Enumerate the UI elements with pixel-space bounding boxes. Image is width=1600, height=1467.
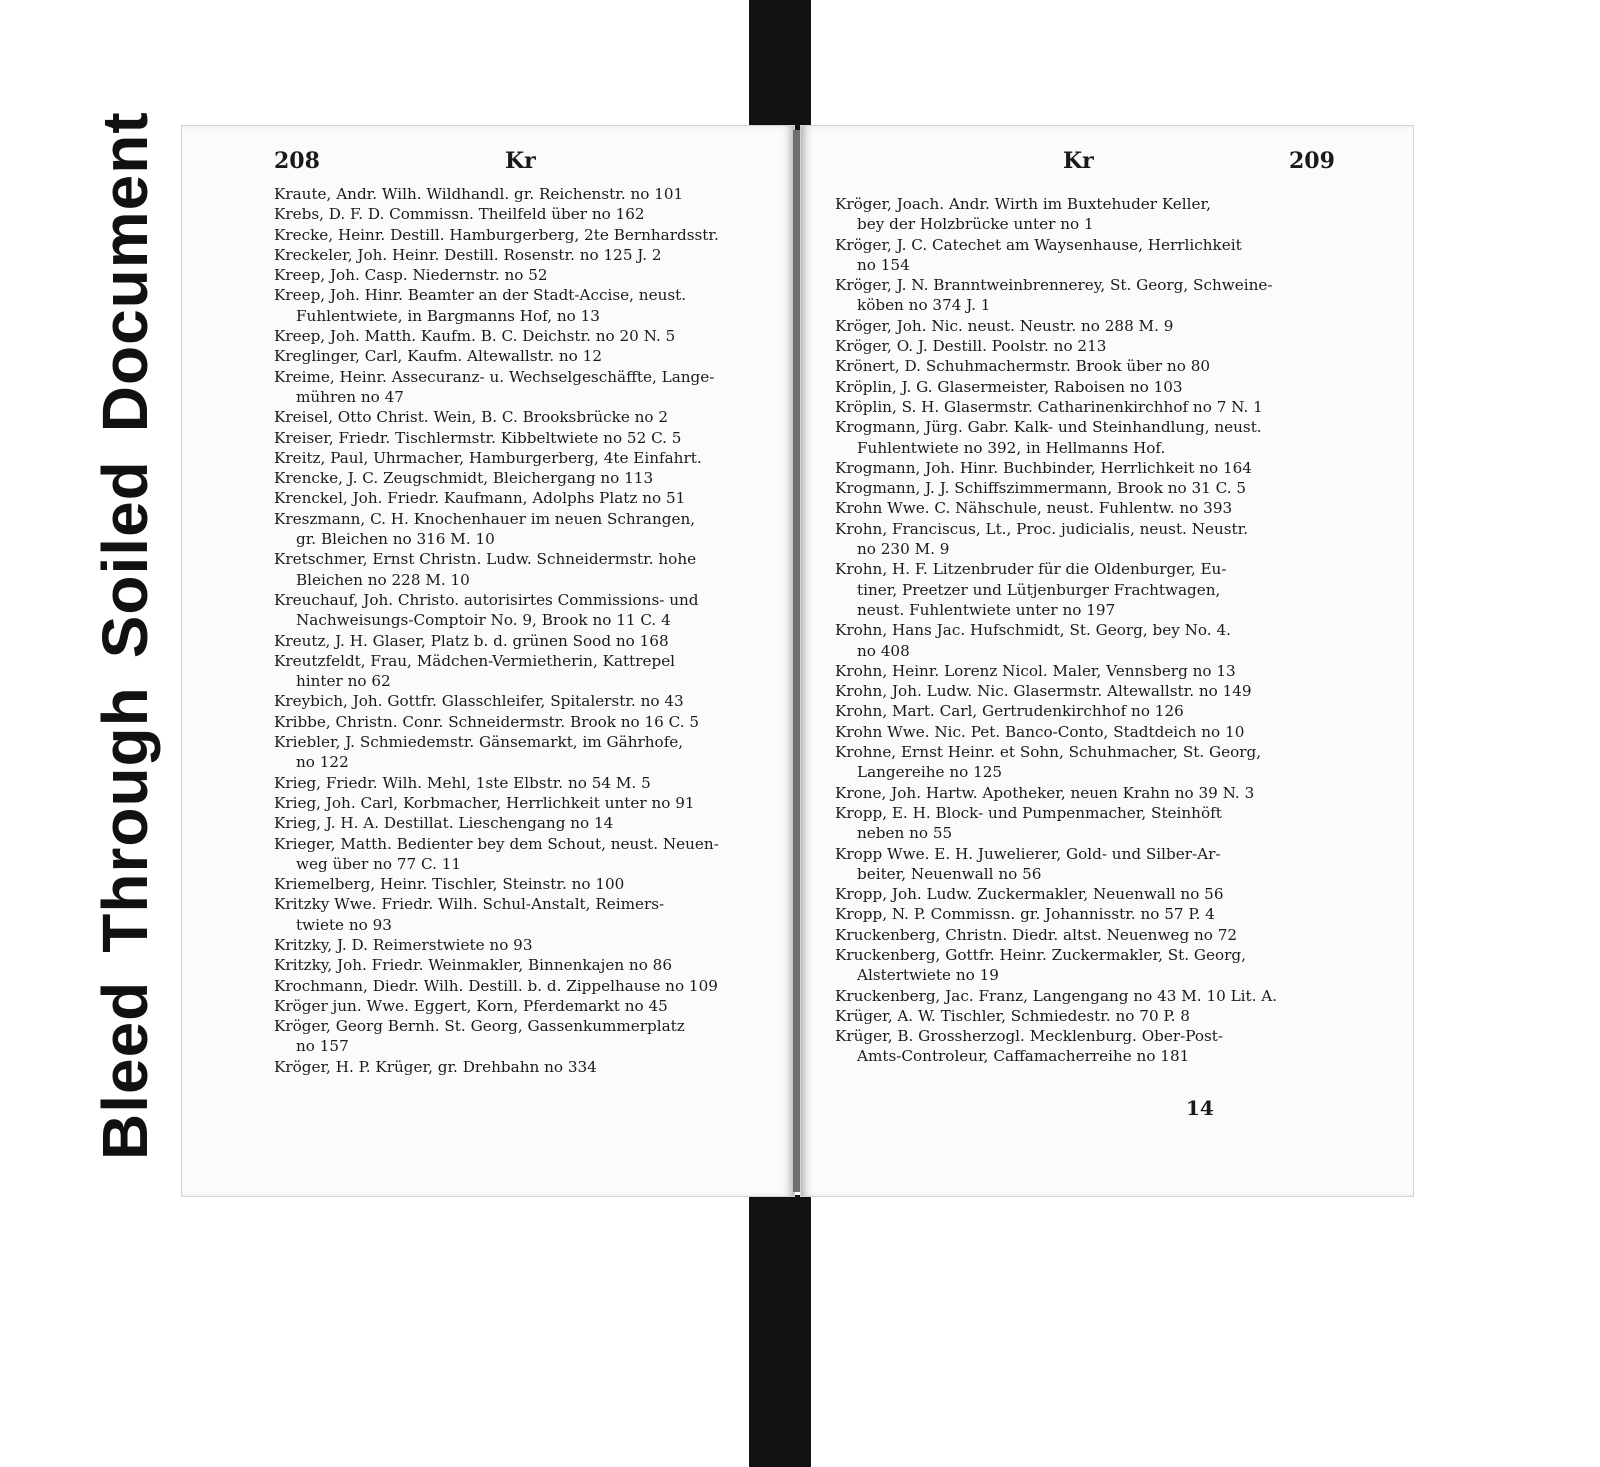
spine-shadow-bottom (749, 1195, 811, 1467)
entry-line: Krohn, Heinr. Lorenz Nicol. Maler, Vennsberg no 13 (835, 661, 1236, 680)
directory-entry (835, 1026, 1365, 1067)
directory-entry (835, 783, 1365, 803)
entry-line: Krenckel, Joh. Friedr. Kaufmann, Adolphs Platz no 51 (274, 489, 686, 508)
entry-line: Krohn, H. F. Litzenbruder für die Oldenburger, Eu- (835, 560, 1227, 579)
directory-entry (274, 225, 774, 245)
entry-line: Kröger, J. N. Branntweinbrennerey, St. Georg, Schweine- (835, 276, 1273, 295)
directory-entry (274, 712, 774, 732)
entry-line: Krüger, B. Grossherzogl. Mecklenburg. Ober-Post- (835, 1027, 1224, 1046)
left-page-number: 208 (274, 148, 320, 174)
entry-line: Krüger, A. W. Tischler, Schmiedestr. no 70 P. 8 (835, 1006, 1190, 1025)
entry-line: Kreutzfeldt, Frau, Mädchen-Vermietherin, Kattrepel (274, 651, 676, 670)
directory-entry (274, 245, 774, 265)
entry-continuation-line: Amts-Controleur, Caffamacherreihe no 181 (857, 1047, 1190, 1066)
directory-entry (274, 996, 774, 1016)
entry-line: Kritzky, Joh. Friedr. Weinmakler, Binnenkajen no 86 (274, 956, 673, 975)
entry-line: Krohn, Joh. Ludw. Nic. Glasermstr. Altewallstr. no 149 (835, 682, 1252, 701)
entry-line: Kreglinger, Carl, Kaufm. Altewallstr. no 12 (274, 347, 602, 366)
entry-line: Kröger, Georg Bernh. St. Georg, Gassenkummerplatz (274, 1017, 685, 1036)
entry-line: Kröplin, J. G. Glasermeister, Raboisen no 103 (835, 377, 1183, 396)
directory-entry (274, 367, 774, 408)
entry-line: Kraute, Andr. Wilh. Wildhandl. gr. Reichenstr. no 101 (274, 185, 684, 203)
entry-line: Krone, Joh. Hartw. Apotheker, neuen Krahn no 39 N. 3 (835, 783, 1255, 802)
directory-entry (274, 1057, 774, 1077)
directory-entry (835, 275, 1365, 316)
entry-continuation-line: weg über no 77 C. 11 (296, 854, 462, 873)
entry-line: Kreitz, Paul, Uhrmacher, Hamburgerberg, 4te Einfahrt. (274, 448, 702, 467)
entry-line: Krochmann, Diedr. Wilh. Destill. b. d. Zippelhause no 109 (274, 976, 718, 995)
directory-entry (835, 661, 1365, 681)
directory-entry (274, 428, 774, 448)
directory-entry (274, 894, 774, 935)
directory-entry (835, 377, 1365, 397)
right-page-header: Kr (1063, 148, 1094, 174)
directory-entry (274, 468, 774, 488)
entry-line: Kröger, Joach. Andr. Wirth im Buxtehuder Keller, (835, 195, 1211, 213)
side-label-bleed: Bleed (89, 980, 161, 1160)
entry-line: Kropp, N. P. Commissn. gr. Johannisstr. no 57 P. 4 (835, 905, 1215, 924)
entry-line: Krogmann, Jürg. Gabr. Kalk- und Steinhandlung, neust. (835, 418, 1262, 437)
directory-entry (835, 986, 1365, 1006)
directory-entry (274, 448, 774, 468)
entry-line: Kritzky Wwe. Friedr. Wilh. Schul-Anstalt, Reimers- (274, 895, 665, 914)
entry-line: Kreep, Joh. Matth. Kaufm. B. C. Deichstr. no 20 N. 5 (274, 327, 676, 346)
left-page-header: Kr (505, 148, 536, 174)
entry-line: Krieg, Friedr. Wilh. Mehl, 1ste Elbstr. no 54 M. 5 (274, 773, 651, 792)
directory-entry (835, 803, 1365, 844)
directory-entry (835, 336, 1365, 356)
directory-entry (274, 590, 774, 631)
side-label-soiled: Soiled (89, 460, 161, 659)
signature-mark: 14 (1186, 1096, 1214, 1120)
entry-continuation-line: Fuhlentwiete, in Bargmanns Hof, no 13 (296, 306, 600, 325)
entry-continuation-line: no 157 (296, 1037, 349, 1056)
entry-line: Kröger, J. C. Catechet am Waysenhause, Herrlichkeit (835, 235, 1242, 254)
directory-entry (274, 834, 774, 875)
entry-line: Krönert, D. Schuhmachermstr. Brook über no 80 (835, 357, 1211, 376)
left-page (181, 125, 795, 1197)
directory-entry (835, 478, 1365, 498)
entry-continuation-line: no 230 M. 9 (857, 540, 950, 559)
directory-entry (274, 691, 774, 711)
directory-entry (274, 793, 774, 813)
entry-line: Kreep, Joh. Casp. Niedernstr. no 52 (274, 266, 548, 285)
entry-continuation-line: neben no 55 (857, 824, 953, 843)
directory-entry (835, 904, 1365, 924)
entry-line: Kröger, H. P. Krüger, gr. Drehbahn no 334 (274, 1057, 597, 1076)
directory-entry (835, 235, 1365, 276)
entry-line: Krohne, Ernst Heinr. et Sohn, Schuhmacher, St. Georg, (835, 743, 1262, 762)
entry-line: Krieg, J. H. A. Destillat. Lieschengang no 14 (274, 814, 614, 833)
directory-entry (835, 559, 1365, 620)
side-label-document: Document (89, 111, 161, 433)
entry-line: Kreep, Joh. Hinr. Beamter an der Stadt-Accise, neust. (274, 286, 687, 305)
directory-entry (274, 631, 774, 651)
directory-entry (835, 498, 1365, 518)
directory-entry (835, 884, 1365, 904)
entry-line: Krecke, Heinr. Destill. Hamburgerberg, 2te Bernhardsstr. (274, 225, 719, 244)
directory-entry (835, 681, 1365, 701)
directory-entry (835, 701, 1365, 721)
entry-line: Kritzky, J. D. Reimerstwiete no 93 (274, 935, 533, 954)
entry-continuation-line: gr. Bleichen no 316 M. 10 (296, 530, 495, 549)
entry-continuation-line: no 122 (296, 753, 349, 772)
directory-entry (274, 651, 774, 692)
directory-entry (835, 356, 1365, 376)
entry-continuation-line: no 154 (857, 255, 910, 274)
directory-entry (835, 844, 1365, 885)
entry-line: Kretschmer, Ernst Christn. Ludw. Schneidermstr. hohe (274, 550, 697, 569)
entry-line: Kröger, Joh. Nic. neust. Neustr. no 288 M. 9 (835, 316, 1174, 335)
entry-continuation-line: beiter, Neuenwall no 56 (857, 864, 1042, 883)
directory-entry (274, 184, 774, 204)
entry-continuation-line: no 408 (857, 641, 910, 660)
entry-continuation-line: Nachweisungs-Comptoir No. 9, Brook no 11 C. 4 (296, 611, 671, 630)
entry-continuation-line: Bleichen no 228 M. 10 (296, 570, 470, 589)
entry-line: Kreisel, Otto Christ. Wein, B. C. Brooksbrücke no 2 (274, 408, 669, 427)
entry-continuation-line: twiete no 93 (296, 915, 392, 934)
entry-line: Kruckenberg, Jac. Franz, Langengang no 43 M. 10 Lit. A. (835, 986, 1278, 1005)
right-page-number: 209 (1289, 148, 1335, 174)
entry-line: Krohn Wwe. C. Nähschule, neust. Fuhlentw. no 393 (835, 499, 1233, 518)
directory-entry (835, 417, 1365, 458)
entry-line: Kriebler, J. Schmiedemstr. Gänsemarkt, im Gährhofe, (274, 733, 684, 752)
directory-entry (835, 925, 1365, 945)
directory-entry (274, 265, 774, 285)
directory-entry (274, 346, 774, 366)
directory-entry (835, 1006, 1365, 1026)
entry-line: Kropp Wwe. E. H. Juwelierer, Gold- und Silber-Ar- (835, 844, 1221, 863)
entry-line: Kropp, E. H. Block- und Pumpenmacher, Steinhöft (835, 803, 1222, 822)
directory-entry (835, 458, 1365, 478)
entry-line: Krohn Wwe. Nic. Pet. Banco-Conto, Stadtdeich no 10 (835, 722, 1245, 741)
directory-entry (835, 620, 1365, 661)
directory-entry (835, 194, 1365, 235)
left-entry-list (274, 184, 774, 1077)
entry-line: Kreime, Heinr. Assecuranz- u. Wechselgeschäffte, Lange- (274, 367, 715, 386)
entry-continuation-line: bey der Holzbrücke unter no 1 (857, 215, 1094, 234)
directory-entry (274, 285, 774, 326)
spine-shadow-top (749, 0, 811, 133)
entry-line: Krohn, Hans Jac. Hufschmidt, St. Georg, bey No. 4. (835, 621, 1231, 640)
entry-line: Krieg, Joh. Carl, Korbmacher, Herrlichkeit unter no 91 (274, 793, 695, 812)
directory-entry (835, 397, 1365, 417)
side-label (85, 111, 165, 1160)
entry-line: Kruckenberg, Christn. Diedr. altst. Neuenweg no 72 (835, 925, 1238, 944)
side-label-through: Through (89, 686, 161, 953)
entry-line: Krogmann, Joh. Hinr. Buchbinder, Herrlichkeit no 164 (835, 458, 1252, 477)
directory-entry (274, 1016, 774, 1057)
entry-line: Kriemelberg, Heinr. Tischler, Steinstr. no 100 (274, 875, 625, 894)
entry-line: Krencke, J. C. Zeugschmidt, Bleichergang no 113 (274, 469, 654, 488)
entry-continuation-line: neust. Fuhlentwiete unter no 197 (857, 600, 1116, 619)
directory-entry (835, 722, 1365, 742)
directory-entry (835, 519, 1365, 560)
entry-line: Krebs, D. F. D. Commissn. Theilfeld über no 162 (274, 205, 645, 224)
entry-continuation-line: köben no 374 J. 1 (857, 296, 991, 315)
entry-line: Kropp, Joh. Ludw. Zuckermakler, Neuenwall no 56 (835, 885, 1224, 904)
directory-entry (274, 874, 774, 894)
right-page (800, 125, 1414, 1197)
entry-line: Kreckeler, Joh. Heinr. Destill. Rosenstr. no 125 J. 2 (274, 245, 662, 264)
entry-continuation-line: Alstertwiete no 19 (857, 966, 999, 985)
entry-continuation-line: Langereihe no 125 (857, 763, 1003, 782)
entry-line: Kreybich, Joh. Gottfr. Glasschleifer, Spitalerstr. no 43 (274, 692, 684, 711)
directory-entry (274, 976, 774, 996)
entry-line: Kreutz, J. H. Glaser, Platz b. d. grünen Sood no 168 (274, 631, 669, 650)
directory-entry (835, 742, 1365, 783)
entry-line: Kreszmann, C. H. Knochenhauer im neuen Schrangen, (274, 509, 696, 528)
entry-line: Kreiser, Friedr. Tischlermstr. Kibbeltwiete no 52 C. 5 (274, 428, 682, 447)
entry-line: Krohn, Franciscus, Lt., Proc. judicialis, neust. Neustr. (835, 519, 1249, 538)
entry-line: Kröplin, S. H. Glasermstr. Catharinenkirchhof no 7 N. 1 (835, 397, 1263, 416)
entry-line: Kruckenberg, Gottfr. Heinr. Zuckermakler, St. Georg, (835, 945, 1246, 964)
entry-continuation-line: Fuhlentwiete no 392, in Hellmanns Hof. (857, 438, 1166, 457)
directory-entry (274, 773, 774, 793)
entry-line: Krohn, Mart. Carl, Gertrudenkirchhof no 126 (835, 702, 1184, 721)
entry-continuation-line: tiner, Preetzer und Lütjenburger Frachtwagen, (857, 580, 1221, 599)
directory-entry (274, 549, 774, 590)
entry-line: Kröger, O. J. Destill. Poolstr. no 213 (835, 337, 1107, 356)
directory-entry (274, 935, 774, 955)
entry-line: Kribbe, Christn. Conr. Schneidermstr. Brook no 16 C. 5 (274, 712, 700, 731)
directory-entry (274, 732, 774, 773)
entry-line: Kröger jun. Wwe. Eggert, Korn, Pferdemarkt no 45 (274, 996, 668, 1015)
directory-entry (274, 407, 774, 427)
directory-entry (274, 204, 774, 224)
directory-entry (274, 955, 774, 975)
directory-entry (274, 509, 774, 550)
directory-entry (274, 326, 774, 346)
entry-line: Krogmann, J. J. Schiffszimmermann, Brook no 31 C. 5 (835, 479, 1247, 498)
directory-entry (274, 813, 774, 833)
directory-entry (274, 488, 774, 508)
entry-continuation-line: mühren no 47 (296, 387, 404, 406)
directory-entry (835, 316, 1365, 336)
right-entry-list (835, 194, 1365, 1067)
entry-line: Kreuchauf, Joh. Christo. autorisirtes Commissions- und (274, 590, 699, 609)
entry-continuation-line: hinter no 62 (296, 672, 391, 691)
entry-line: Krieger, Matth. Bedienter bey dem Schout, neust. Neuen- (274, 834, 719, 853)
directory-entry (835, 945, 1365, 986)
book-gutter (793, 130, 800, 1192)
